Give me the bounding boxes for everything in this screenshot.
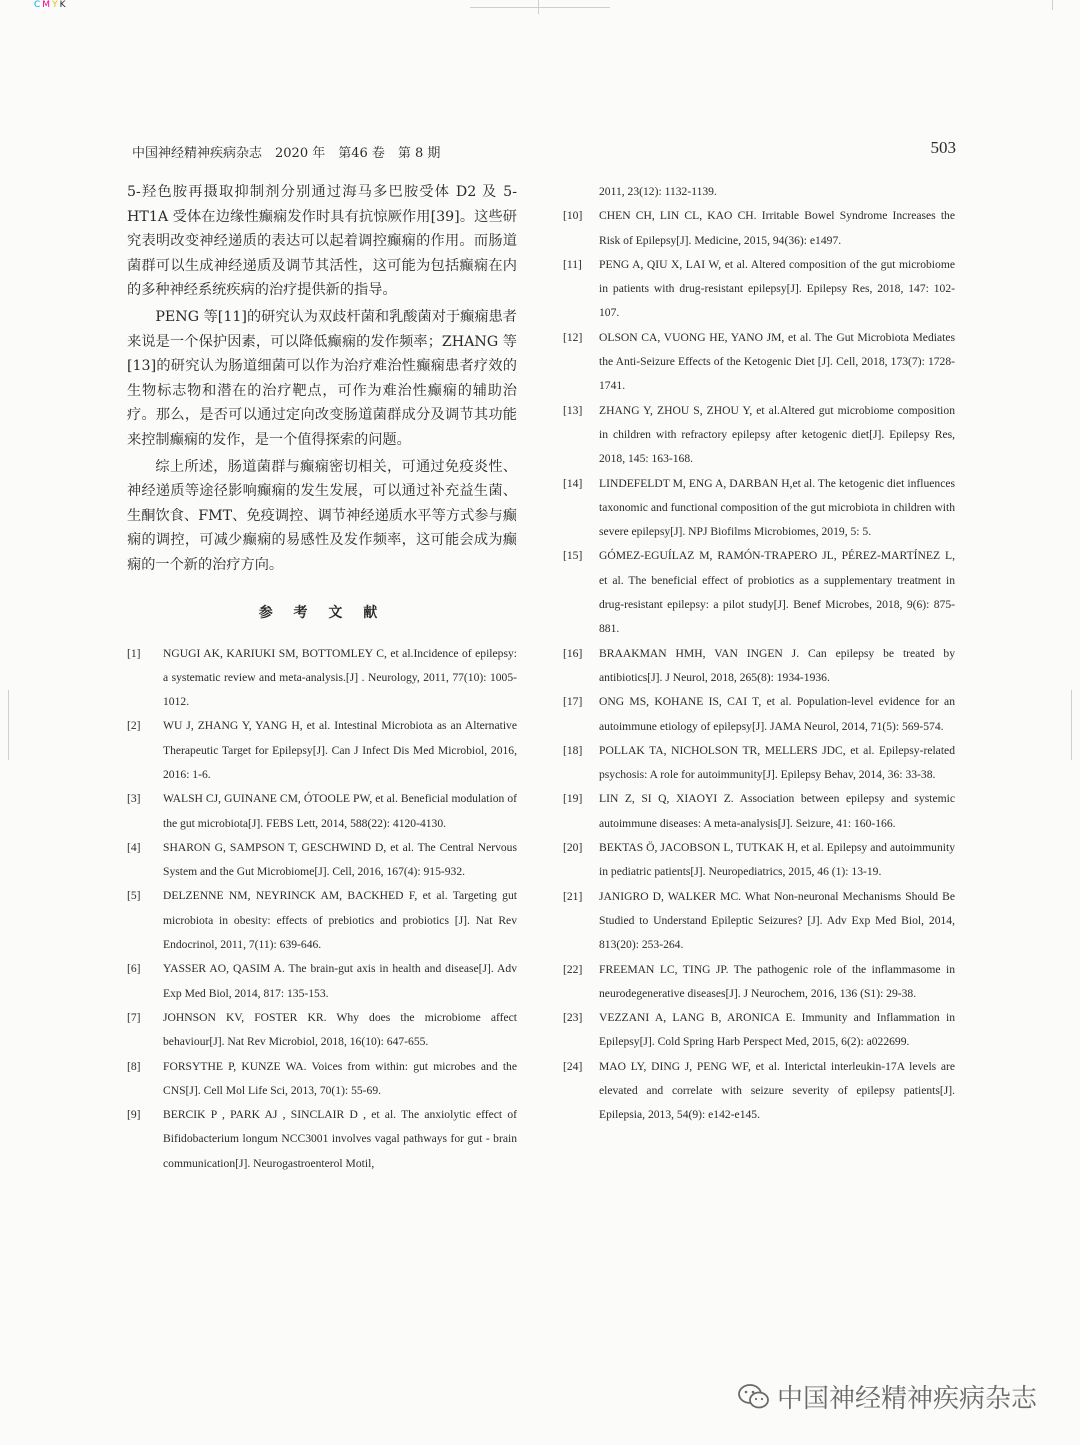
reference-text: GÓMEZ-EGUÍLAZ M, RAMÓN-TRAPERO JL, PÉREZ-MARTÍNEZ L, et al. The beneficial effect of probiotics as a supplementary treatment in drug-resistant epilepsy: a pilot study[J]. Benef Microbes, 2018, 9(6): 875-881.: [599, 549, 955, 636]
reference-number: [8]: [127, 1059, 141, 1073]
reference-text: LINDEFELDT M, ENG A, DARBAN H,et al. The ketogenic diet influences taxonomic and functional composition of the gut microbiota in children with severe epilepsy[J]. NPJ Biofilms Microbiomes, 2019, 5: 5.: [599, 476, 955, 539]
reference-number: [19]: [563, 792, 583, 806]
reference-number: [9]: [127, 1108, 141, 1122]
reference-item: [127, 1006, 517, 1055]
reference-item: [563, 544, 955, 641]
reference-item: [563, 642, 955, 691]
reference-item: [563, 836, 955, 885]
crop-mark-right: [1071, 690, 1072, 760]
reference-number: [23]: [563, 1011, 583, 1025]
body-paragraph-2: PENG 等[11]的研究认为双歧杆菌和乳酸菌对于癫痫患者来说是一个保护因素，可以降低癫痫的发作频率；ZHANG 等[13]的研究认为肠道细菌可以作为治疗难治性癫痫患者疗效的生物标志物和潜在的治疗靶点，可作为难治性癫痫的辅助治疗。那么，是否可以通过定向改变肠道菌群成分及调节其功能来控制癫痫的发作，是一个值得探索的问题。: [127, 308, 517, 448]
reference-number: [7]: [127, 1010, 141, 1024]
reference-number: [12]: [563, 330, 583, 344]
reference-item: [127, 1055, 517, 1104]
reference-item: [563, 253, 955, 326]
reference-text: JOHNSON KV, FOSTER KR. Why does the microbiome affect behaviour[J]. Nat Rev Microbiol, 2018, 16(10): 647-655.: [163, 1010, 517, 1049]
reference-number: [14]: [563, 476, 583, 490]
reference-number: [10]: [563, 209, 583, 223]
reference-text: ZHANG Y, ZHOU S, ZHOU Y, et al.Altered gut microbiome composition in children with refractory epilepsy after ketogenic diet[J]. Epilepsy Res, 2018, 145: 163-168.: [599, 403, 955, 466]
reference-item: [563, 958, 955, 1007]
reference-text: WALSH CJ, GUINANE CM, ÓTOOLE PW, et al. Beneficial modulation of the gut microbiota[J]. FEBS Lett, 2014, 588(22): 4120-4130.: [163, 792, 517, 830]
reference-text: WU J, ZHANG Y, YANG H, et al. Intestinal Microbiota as an Alternative Therapeutic Target for Epilepsy[J]. Can J Infect Dis Med Microbiol, 2016, 2016: 1-6.: [163, 719, 517, 781]
page-number: 503: [930, 138, 956, 157]
reference-item: [563, 1006, 955, 1055]
reference-text: SHARON G, SAMPSON T, GESCHWIND D, et al. The Central Nervous System and the Gut Microbiome[J]. Cell, 2016, 167(4): 915-932.: [163, 840, 517, 879]
reference-item: [563, 204, 955, 253]
reference-text: BEKTAS Ö, JACOBSON L, TUTKAK H, et al. Epilepsy and autoimmunity in pediatric patients[J]. Neuropediatrics, 2015, 46 (1): 13-19.: [599, 841, 955, 879]
reference-text: FORSYTHE P, KUNZE WA. Voices from within: gut microbes and the CNS[J]. Cell Mol Life Sci, 2013, 70(1): 55-69.: [163, 1059, 517, 1097]
reference-item: [127, 884, 517, 957]
page-header: [132, 138, 956, 162]
wechat-icon: [737, 1383, 771, 1411]
reference-number: [15]: [563, 549, 583, 563]
reference-number: [17]: [563, 695, 583, 709]
reference-text: ONG MS, KOHANE IS, CAI T, et al. Population-level evidence for an autoimmune etiology of epilepsy[J]. JAMA Neurol, 2014, 71(5): 569-574.: [599, 695, 955, 733]
reference-item: [563, 472, 955, 545]
cmyk-print-mark: CMYK: [34, 0, 68, 10]
reference-text: YASSER AO, QASIM A. The brain-gut axis in health and disease[J]. Adv Exp Med Biol, 2014, 817: 135-153.: [163, 962, 517, 1000]
reference-number: [18]: [563, 743, 583, 757]
reference-number: [11]: [563, 257, 582, 271]
reference-item: [563, 1055, 955, 1128]
reference-text: CHEN CH, LIN CL, KAO CH. Irritable Bowel Syndrome Increases the Risk of Epilepsy[J]. Medicine, 2015, 94(36): e1497.: [599, 209, 955, 247]
reference-number: [6]: [127, 962, 141, 976]
reference-item: [563, 885, 955, 958]
crop-mark-top-line: [470, 7, 610, 8]
reference-number: [13]: [563, 403, 583, 417]
journal-info: 中国神经精神疾病杂志 2020 年 第46 卷 第 8 期: [132, 146, 441, 161]
reference-item: [563, 326, 955, 399]
reference-item: [563, 399, 955, 472]
reference-text: POLLAK TA, NICHOLSON TR, MELLERS JDC, et al. Epilepsy-related psychosis: A role for autoimmunity[J]. Epilepsy Behav, 2014, 36: 33-38.: [599, 743, 955, 782]
crop-mark-top-right: [1052, 0, 1053, 10]
reference-list-right: [563, 204, 955, 1127]
references-title: 参 考 文 献: [258, 604, 386, 621]
crop-mark-left: [8, 690, 9, 760]
wechat-watermark: [737, 1378, 1037, 1415]
reference-text: MAO LY, DING J, PENG WF, et al. Interictal interleukin-17A levels are elevated and correlate with seizure severity of epilepsy patients[J]. Epilepsia, 2013, 54(9): e142-e145.: [599, 1059, 955, 1122]
reference-item: [127, 957, 517, 1006]
reference-number: [2]: [127, 719, 141, 733]
reference-item: [127, 836, 517, 885]
reference-number: [1]: [127, 646, 141, 660]
reference-item: [563, 690, 955, 739]
reference-text: FREEMAN LC, TING JP. The pathogenic role of the inflammasome in neurodegenerative diseases[J]. J Neurochem, 2016, 136 (S1): 29-38.: [599, 962, 955, 1000]
reference-number: [16]: [563, 646, 583, 660]
reference-number: [21]: [563, 889, 583, 903]
reference-number: [3]: [127, 792, 141, 806]
reference-item: [563, 739, 955, 788]
watermark-text: 中国神经精神疾病杂志: [777, 1384, 1038, 1414]
reference-item: [563, 787, 955, 836]
reference-text: BRAAKMAN HMH, VAN INGEN J. Can epilepsy be treated by antibiotics[J]. J Neurol, 2018, 265(8): 1934-1936.: [599, 646, 955, 684]
reference-item: [127, 787, 517, 836]
reference-item: [127, 642, 517, 715]
reference-9-continuation: 2011, 23(12): 1132-1139.: [599, 185, 717, 198]
reference-text: BERCIK P , PARK AJ , SINCLAIR D , et al. The anxiolytic effect of Bifidobacterium longum NCC3001 involves vagal pathways for gut - brain communication[J]. Neurogastroenterol Motil,: [163, 1108, 517, 1170]
left-column: [127, 180, 517, 1176]
reference-number: [20]: [563, 841, 583, 855]
reference-text: OLSON CA, VUONG HE, YANO JM, et al. The Gut Microbiota Mediates the Anti-Seizure Effects of the Ketogenic Diet [J]. Cell, 2018, 173(7): 1728-1741.: [599, 330, 955, 393]
reference-list-left: [127, 642, 517, 1177]
reference-text: DELZENNE NM, NEYRINCK AM, BACKHED F, et al. Targeting gut microbiota in obesity: effects of prebiotics and probiotics [J]. Nat Rev Endocrinol, 2011, 7(11): 639-646.: [163, 889, 517, 952]
reference-number: [22]: [563, 962, 583, 976]
body-paragraph-1: 5-羟色胺再摄取抑制剂分别通过海马多巴胺受体 D2 及 5-HT1A 受体在边缘性癫痫发作时具有抗惊厥作用[39]。这些研究表明改变神经递质的表达可以起着调控癫痫的作用。而肠道菌群可以生成神经递质及调节其活性，这可能为包括癫痫在内的多种神经系统疾病的治疗提供新的指导。: [127, 184, 517, 299]
reference-text: NGUGI AK, KARIUKI SM, BOTTOMLEY C, et al.Incidence of epilepsy: a systematic review and meta-analysis.[J] . Neurology, 2011, 77(10): 1005-1012.: [163, 646, 517, 709]
reference-text: JANIGRO D, WALKER MC. What Non-neuronal Mechanisms Should Be Studied to Understand Epileptic Seizures? [J]. Adv Exp Med Biol, 2014, 813(20): 253-264.: [599, 889, 955, 952]
reference-number: [4]: [127, 840, 141, 854]
reference-text: PENG A, QIU X, LAI W, et al. Altered composition of the gut microbiome in patients with drug-resistant epilepsy[J]. Epilepsy Res, 2018, 147: 102-107.: [599, 257, 955, 320]
reference-number: [24]: [563, 1059, 583, 1073]
right-column: [563, 180, 955, 1128]
reference-text: LIN Z, SI Q, XIAOYI Z. Association between epilepsy and systemic autoimmune diseases: A meta-analysis[J]. Seizure, 41: 160-166.: [599, 792, 955, 830]
reference-number: [5]: [127, 889, 141, 903]
reference-text: VEZZANI A, LANG B, ARONICA E. Immunity and Inflammation in Epilepsy[J]. Cold Spring Harb Perspect Med, 2015, 6(2): a022699.: [599, 1011, 955, 1049]
reference-item: [127, 1103, 517, 1176]
body-paragraph-3: 综上所述，肠道菌群与癫痫密切相关，可通过免疫炎性、神经递质等途径影响癫痫的发生发展，可以通过补充益生菌、生酮饮食、FMT、免疫调控、调节神经递质水平等方式参与癫痫的调控，可减少癫痫的易感性及发作频率，这可能会成为癫痫的一个新的治疗方向。: [127, 458, 517, 573]
reference-item: [127, 714, 517, 787]
